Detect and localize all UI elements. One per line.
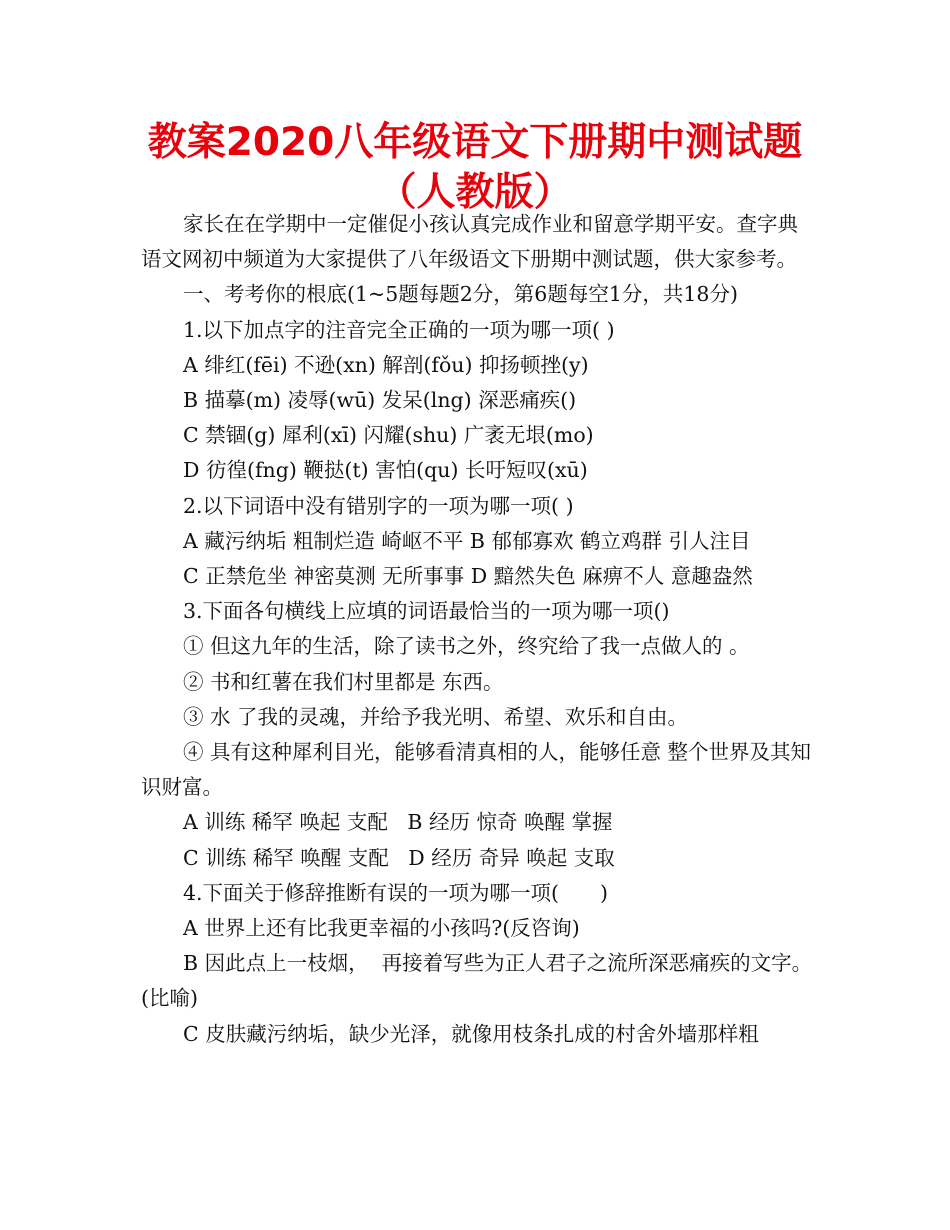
- question-3-sentence-4: ④ 具有这种犀利目光，能够看清真相的人，能够任意 整个世界及其知识财富。: [141, 740, 812, 800]
- question-3-sentence-2: ② 书和红薯在我们村里都是 东西。: [183, 669, 504, 694]
- question-4-option-c: C 皮肤藏污纳垢，缺少光泽，就像用枝条扎成的村舍外墙那样粗: [183, 1021, 759, 1046]
- question-1-option-d: D 彷徨(fng) 鞭挞(t) 害怕(qu) 长吁短叹(xū): [183, 458, 588, 483]
- question-3-sentence-1: ① 但这九年的生活，除了读书之外，终究给了我一点做人的 。: [183, 634, 750, 659]
- document-body: [141, 207, 816, 1052]
- question-3-options-ab: A 训练 稀罕 唤起 支配 B 经历 惊奇 唤醒 掌握: [183, 810, 613, 835]
- question-1: 1.以下加点字的注音完全正确的一项为哪一项( ): [183, 317, 615, 342]
- question-1-option-b: B 描摹(m) 凌辱(wū) 发呆(lng) 深恶痛疾(): [183, 388, 577, 413]
- question-3-sentence-3: ③ 水 了我的灵魂，并给予我光明、希望、欢乐和自由。: [183, 704, 689, 729]
- intro-paragraph: 家长在在学期中一定催促小孩认真完成作业和留意学期平安。查字典语文网初中频道为大家提供了八年级语文下册期中测试题，供大家参考。: [141, 212, 798, 272]
- question-2: 2.以下词语中没有错别字的一项为哪一项( ): [183, 493, 574, 518]
- question-2-options-ab: A 藏污纳垢 粗制烂造 崎岖不平 B 郁郁寡欢 鹤立鸡群 引人注目: [183, 528, 751, 553]
- question-4-option-b: B 因此点上一枝烟， 再接着写些为正人君子之流所深恶痛疾的文字。(比喻): [141, 951, 813, 1011]
- question-3: 3.下面各句横线上应填的词语最恰当的一项为哪一项(): [183, 599, 670, 624]
- question-3-options-cd: C 训练 稀罕 唤醒 支配 D 经历 奇异 唤起 支取: [183, 845, 615, 870]
- question-1-option-a: A 绯红(fēi) 不逊(xn) 解剖(fǒu) 抑扬顿挫(y): [183, 352, 589, 377]
- question-2-options-cd: C 正禁危坐 神密莫测 无所事事 D 黯然失色 麻痹不人 意趣盎然: [183, 564, 753, 589]
- section-heading: 一、考考你的根底(1~5题每题2分，第6题每空1分，共18分): [183, 282, 738, 307]
- question-4: 4.下面关于修辞推断有误的一项为哪一项( ): [183, 880, 609, 905]
- question-4-option-a: A 世界上还有比我更幸福的小孩吗?(反咨询): [183, 916, 580, 941]
- document-title: 教案2020八年级语文下册期中测试题（人教版）: [147, 120, 803, 215]
- question-1-option-c: C 禁锢(g) 犀利(xī) 闪耀(shu) 广袤无垠(mo): [183, 423, 594, 448]
